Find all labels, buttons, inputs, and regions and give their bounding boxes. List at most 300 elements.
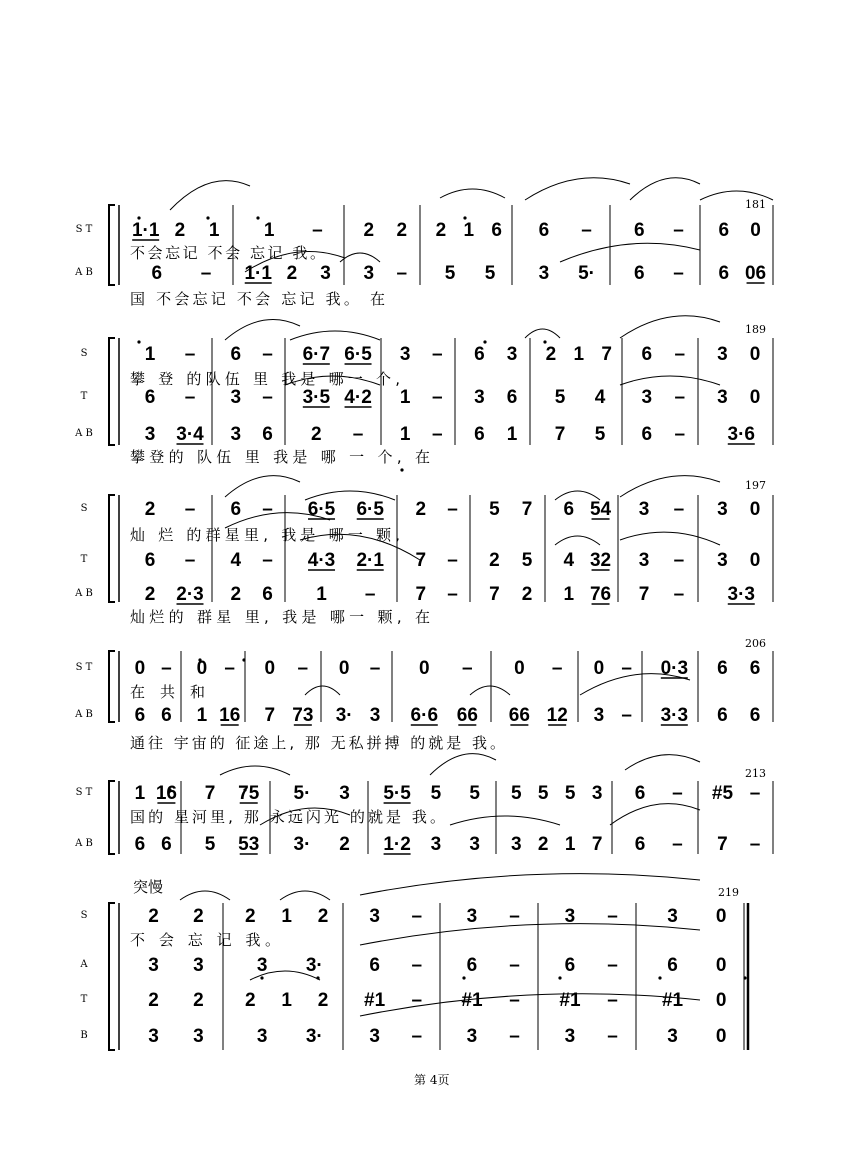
page-footer: 第 4页	[414, 1073, 450, 1087]
jianpu-note: –	[674, 387, 686, 408]
jianpu-note: 2	[435, 220, 447, 241]
jianpu-note: 4	[594, 387, 606, 408]
jianpu-note: 3·3	[660, 705, 689, 726]
slur	[220, 766, 290, 775]
octave-dot	[242, 658, 245, 661]
jianpu-note: 1	[281, 990, 292, 1011]
jianpu-note: –	[674, 344, 686, 365]
jianpu-note: –	[673, 550, 685, 571]
tempo-marking: 突慢	[133, 878, 164, 896]
jianpu-note: –	[607, 955, 618, 976]
octave-dot	[743, 976, 746, 979]
jianpu-note: 3	[369, 1026, 380, 1047]
jianpu-note: 0	[750, 220, 761, 241]
jianpu-note: 6	[749, 658, 761, 679]
jianpu-note: 6	[634, 834, 646, 855]
jianpu-note: 3	[474, 387, 485, 408]
slur	[610, 804, 700, 825]
jianpu-note: 2·1	[356, 550, 384, 571]
jianpu-note: 76	[589, 584, 612, 605]
jianpu-note: 6	[474, 424, 485, 445]
jianpu-note: 2·3	[176, 584, 204, 605]
jianpu-note: 6	[144, 387, 156, 408]
jianpu-note: 3·	[305, 1026, 323, 1047]
jianpu-note: 3	[466, 1026, 478, 1047]
jianpu-note: 3	[667, 1026, 678, 1047]
jianpu-note: 2	[244, 906, 256, 927]
octave-dot	[316, 976, 319, 979]
jianpu-note: 6	[634, 263, 645, 284]
jianpu-note: 66	[456, 705, 478, 726]
slur	[560, 243, 700, 262]
slur	[555, 536, 600, 545]
octave-dot	[256, 216, 259, 219]
jianpu-note: –	[509, 990, 520, 1011]
jianpu-note: #1	[461, 990, 483, 1011]
jianpu-note: 2	[144, 499, 156, 520]
jianpu-note: –	[262, 499, 273, 520]
jianpu-note: 5	[204, 834, 216, 855]
jianpu-note: 6	[538, 220, 550, 241]
voice-label: A B	[75, 267, 93, 278]
jianpu-note: 3	[148, 1026, 159, 1047]
jianpu-note: 0	[749, 499, 761, 520]
jianpu-note: 3	[256, 955, 268, 976]
jianpu-note: 73	[292, 705, 314, 726]
voice-label: A B	[75, 588, 93, 599]
jianpu-note: 2	[317, 990, 329, 1011]
jianpu-note: 5	[521, 550, 533, 571]
jianpu-note: 6	[151, 263, 163, 284]
jianpu-note: 3	[667, 906, 678, 927]
jianpu-note: 5	[554, 387, 566, 408]
jianpu-note: –	[262, 387, 273, 408]
jianpu-note: 6	[466, 955, 478, 976]
jianpu-note: 7	[638, 584, 650, 605]
jianpu-note: –	[312, 220, 323, 241]
voice-label: S T	[75, 662, 93, 673]
jianpu-note: 6	[717, 658, 728, 679]
jianpu-note: 6	[369, 955, 380, 976]
slur	[440, 189, 505, 198]
octave-dot	[558, 976, 561, 979]
jianpu-note: 3	[320, 263, 331, 284]
jianpu-note: 6·7	[302, 344, 331, 365]
jianpu-note: –	[184, 344, 196, 365]
jianpu-note: –	[447, 584, 458, 605]
jianpu-note: 6	[230, 344, 242, 365]
jianpu-note: 0·3	[660, 658, 689, 679]
jianpu-note: –	[607, 906, 618, 927]
jianpu-note: –	[352, 424, 364, 445]
jianpu-note: 3	[230, 387, 242, 408]
jianpu-note: 2	[148, 906, 159, 927]
jianpu-note: 4	[230, 550, 242, 571]
voice-label: T	[80, 391, 88, 402]
jianpu-note: 1	[208, 220, 220, 241]
jianpu-note: 3·	[305, 955, 323, 976]
lyric-line: 国的 星河里, 那 永远闪光 的就是 我。	[130, 808, 445, 826]
octave-dot	[658, 976, 661, 979]
voice-label: A B	[75, 709, 93, 720]
jianpu-note: 1	[281, 906, 292, 927]
jianpu-note: 6	[563, 499, 575, 520]
jianpu-note: –	[184, 387, 196, 408]
jianpu-note: 1	[573, 344, 585, 365]
jianpu-note: 7	[601, 344, 612, 365]
jianpu-note: 4	[563, 550, 575, 571]
jianpu-note: –	[447, 499, 458, 520]
jianpu-note: –	[411, 1026, 423, 1047]
measure-number-213: 213	[745, 767, 766, 780]
jianpu-note: –	[262, 550, 273, 571]
jianpu-note: 5	[537, 783, 549, 804]
slur	[225, 476, 300, 497]
jianpu-note: 3	[230, 424, 242, 445]
jianpu-note: 4·2	[344, 387, 372, 408]
jianpu-note: 3·	[335, 705, 353, 726]
jianpu-note: 2	[317, 906, 329, 927]
jianpu-note: 3	[399, 344, 411, 365]
lyric-line: 灿 烂 的群星里, 我是 哪一 颗,	[130, 526, 400, 544]
jianpu-note: –	[184, 550, 196, 571]
jianpu-note: 2	[230, 584, 242, 605]
jianpu-note: 2	[396, 220, 408, 241]
jianpu-note: 3	[363, 263, 375, 284]
jianpu-note: 6	[134, 834, 146, 855]
jianpu-note: 1	[196, 705, 208, 726]
jianpu-note: 3	[466, 906, 478, 927]
slur	[620, 532, 720, 545]
slur	[180, 891, 230, 900]
jianpu-note: 3	[148, 955, 159, 976]
jianpu-note: 6	[634, 783, 646, 804]
jianpu-note: 2	[363, 220, 375, 241]
jianpu-note: 1	[316, 584, 327, 605]
measure-number-219: 219	[718, 886, 739, 899]
jianpu-note: 5·5	[383, 783, 411, 804]
jianpu-note: –	[411, 990, 423, 1011]
jianpu-note: –	[297, 658, 309, 679]
score-text	[74, 220, 766, 1047]
jianpu-note: 3	[256, 1026, 268, 1047]
slur	[340, 253, 380, 262]
jianpu-note: 16	[155, 783, 177, 804]
jianpu-note: 7	[554, 424, 566, 445]
jianpu-note: 3	[638, 550, 650, 571]
system-bracket	[109, 495, 115, 602]
jianpu-note: 2	[193, 990, 204, 1011]
system-bracket	[109, 903, 115, 1050]
jianpu-note: 32	[589, 550, 612, 571]
slur	[620, 376, 720, 385]
jianpu-note: 3	[339, 783, 350, 804]
octave-dot	[260, 976, 263, 979]
jianpu-note: 4·3	[307, 550, 336, 571]
jianpu-note: 1	[144, 344, 156, 365]
jianpu-note: 2	[144, 584, 156, 605]
voice-label: A	[80, 959, 88, 970]
jianpu-note: 3	[369, 705, 381, 726]
jianpu-note: –	[184, 499, 196, 520]
jianpu-note: 6·5	[344, 344, 372, 365]
jianpu-note: 5	[489, 499, 500, 520]
jianpu-note: 75	[238, 783, 260, 804]
jianpu-note: 3	[593, 705, 605, 726]
octave-dots	[134, 216, 746, 979]
jianpu-note: #1	[559, 990, 581, 1011]
jianpu-note: 5	[430, 783, 442, 804]
jianpu-note: –	[200, 263, 212, 284]
jianpu-note: 16	[219, 705, 241, 726]
slur	[620, 316, 720, 338]
jianpu-note: 3	[564, 906, 576, 927]
jianpu-note: 3	[564, 1026, 576, 1047]
jianpu-note: 2	[174, 220, 186, 241]
jianpu-note: –	[432, 424, 443, 445]
jianpu-note: 6	[491, 220, 502, 241]
jianpu-note: 7	[415, 584, 427, 605]
jianpu-note: 3	[638, 499, 650, 520]
octave-dot	[462, 976, 465, 979]
jianpu-note: –	[672, 783, 683, 804]
voice-label: T	[80, 994, 88, 1005]
jianpu-note: 5	[594, 424, 606, 445]
jianpu-note: 3	[369, 906, 380, 927]
jianpu-note: –	[432, 387, 443, 408]
jianpu-note: #1	[364, 990, 386, 1011]
measure-number-181: 181	[745, 198, 766, 211]
jianpu-note: 7	[204, 783, 216, 804]
voice-label: A B	[75, 428, 93, 439]
jianpu-note: 2	[521, 584, 533, 605]
jianpu-note: 6	[641, 424, 653, 445]
jianpu-note: 7	[264, 705, 276, 726]
jianpu-note: 3·5	[302, 387, 331, 408]
jianpu-note: 6	[262, 584, 273, 605]
lyric-line: 灿烂的 群星 里, 我是 哪一 颗, 在	[130, 608, 430, 626]
slur	[430, 754, 496, 775]
jianpu-note: –	[672, 834, 683, 855]
jianpu-note: 7	[489, 584, 500, 605]
jianpu-note: 3·	[293, 834, 311, 855]
lyric-line: 在 共 和	[130, 683, 205, 701]
jianpu-note: 6	[144, 550, 156, 571]
lyric-line: 国 不会忘记 不会 忘记 我。 在	[130, 290, 385, 308]
voice-label: T	[80, 554, 88, 565]
voice-label: S T	[75, 224, 93, 235]
jianpu-note: 7	[717, 834, 728, 855]
jianpu-note: 0	[514, 658, 525, 679]
jianpu-note: 6	[230, 499, 242, 520]
voice-label: A B	[75, 838, 93, 849]
jianpu-note: 0	[593, 658, 605, 679]
jianpu-note: –	[509, 906, 520, 927]
slur	[290, 331, 380, 340]
jianpu-note: 2	[339, 834, 350, 855]
jianpu-note: 6	[717, 705, 728, 726]
jianpu-note: 5	[469, 783, 480, 804]
jianpu-note: 6	[749, 705, 761, 726]
system-brackets	[109, 205, 115, 1050]
jianpu-note: #5	[711, 783, 734, 804]
jianpu-note: 5	[444, 263, 456, 284]
jianpu-note: –	[673, 499, 685, 520]
slur	[170, 181, 250, 210]
slur	[630, 178, 700, 200]
jianpu-note: 2	[286, 263, 298, 284]
lyric-line: 攀 登 的队伍 里 我是 哪一 个,	[130, 370, 400, 388]
jianpu-note: 0	[134, 658, 146, 679]
jianpu-note: 0	[715, 990, 727, 1011]
system-bracket	[109, 651, 115, 722]
octave-dot	[137, 340, 140, 343]
jianpu-note: –	[262, 344, 273, 365]
measure-number-189: 189	[745, 323, 766, 336]
jianpu-note: –	[607, 990, 618, 1011]
jianpu-note: 3	[641, 387, 653, 408]
lyric-line: 不会忘记 不会 忘记 我。	[130, 244, 325, 262]
jianpu-note: 5	[510, 783, 522, 804]
jianpu-note: 7	[415, 550, 427, 571]
slur	[470, 686, 510, 695]
jianpu-note: #1	[661, 990, 684, 1011]
jianpu-note: 6·6	[410, 705, 439, 726]
jianpu-note: –	[621, 705, 632, 726]
jianpu-note: 06	[744, 263, 767, 284]
jianpu-note: –	[749, 834, 761, 855]
jianpu-note: 3	[717, 387, 728, 408]
jianpu-note: 3	[193, 955, 204, 976]
voice-label: S T	[75, 787, 93, 798]
jianpu-note: 6	[718, 263, 730, 284]
jianpu-note: 7	[521, 499, 533, 520]
jianpu-note: 6	[667, 955, 678, 976]
jianpu-note: 12	[546, 705, 568, 726]
jianpu-note: 6	[564, 955, 576, 976]
jianpu-note: 1	[506, 424, 518, 445]
underlines	[132, 240, 767, 854]
jianpu-note: 2	[415, 499, 427, 520]
jianpu-note: 6	[634, 220, 645, 241]
jianpu-note: 6·5	[307, 499, 336, 520]
jianpu-note: 0	[749, 550, 761, 571]
jianpu-note: 1·1	[244, 263, 272, 284]
voice-label: B	[80, 1030, 88, 1041]
jianpu-note: –	[462, 658, 473, 679]
jianpu-note: 0	[715, 906, 727, 927]
jianpu-note: 1	[563, 584, 575, 605]
voice-label: S	[80, 910, 88, 921]
jianpu-note: –	[673, 263, 684, 284]
jianpu-note: 1	[399, 424, 411, 445]
jianpu-note: 5·	[578, 263, 596, 284]
jianpu-note: –	[396, 263, 408, 284]
jianpu-note: 3	[510, 834, 522, 855]
jianpu-note: 3	[717, 499, 728, 520]
jianpu-note: –	[551, 658, 563, 679]
jianpu-note: 53	[238, 834, 260, 855]
jianpu-note: 0	[715, 955, 727, 976]
jianpu-note: 1	[134, 783, 146, 804]
jianpu-note: –	[749, 783, 761, 804]
jianpu-note: 6	[718, 220, 730, 241]
jianpu-note: 0	[749, 344, 761, 365]
jianpu-note: 1	[399, 387, 411, 408]
jianpu-note: –	[674, 424, 686, 445]
system-bracket	[109, 205, 115, 285]
jianpu-note: 6	[506, 387, 518, 408]
jianpu-note: 0	[196, 658, 208, 679]
jianpu-note: –	[447, 550, 458, 571]
jianpu-note: –	[411, 906, 423, 927]
jianpu-note: –	[621, 658, 632, 679]
slur	[620, 476, 720, 497]
jianpu-note: 3	[469, 834, 480, 855]
slur	[305, 686, 340, 695]
jianpu-note: 6	[641, 344, 653, 365]
jianpu-note: 2	[489, 550, 500, 571]
jianpu-note: 3	[430, 834, 442, 855]
jianpu-note: 2	[244, 990, 256, 1011]
measure-number-206: 206	[745, 637, 766, 650]
slur	[280, 891, 330, 900]
jianpu-note: 2	[311, 424, 322, 445]
jianpu-note: 0	[264, 658, 276, 679]
jianpu-note: 6	[134, 705, 146, 726]
jianpu-note: 3	[717, 550, 728, 571]
jianpu-note: 2	[545, 344, 557, 365]
jianpu-note: 5	[564, 783, 576, 804]
voice-label: S	[80, 348, 88, 359]
jianpu-note: 3	[591, 783, 603, 804]
jianpu-note: 0	[749, 387, 761, 408]
jianpu-note: 0	[338, 658, 350, 679]
jianpu-note: –	[509, 1026, 520, 1047]
jianpu-note: –	[369, 658, 381, 679]
jianpu-note: 6	[161, 834, 172, 855]
jianpu-note: 3	[506, 344, 518, 365]
lyric-line: 不 会 忘 记 我。	[130, 931, 280, 949]
jianpu-note: 1·2	[383, 834, 411, 855]
jianpu-note: –	[161, 658, 172, 679]
jianpu-note: 1	[463, 220, 475, 241]
slur	[525, 329, 560, 338]
jianpu-note: –	[673, 220, 684, 241]
slur	[625, 755, 700, 770]
jianpu-note: 6·5	[356, 499, 384, 520]
jianpu-note: 6	[474, 344, 485, 365]
slur	[225, 320, 300, 340]
system-bracket	[109, 781, 115, 854]
jianpu-note: 1	[263, 220, 275, 241]
jianpu-note: 2	[193, 906, 204, 927]
jianpu-note: 2	[148, 990, 159, 1011]
jianpu-note: 5	[484, 263, 496, 284]
jianpu-note: 1	[564, 834, 576, 855]
jianpu-note: 6	[262, 424, 273, 445]
measure-number-197: 197	[745, 479, 766, 492]
jianpu-note: 3	[193, 1026, 204, 1047]
jianpu-note: 3	[538, 263, 550, 284]
jianpu-note: 7	[591, 834, 603, 855]
jianpu-note: 6	[161, 705, 172, 726]
jianpu-note: –	[432, 344, 443, 365]
lyric-line: 通往 宇宙的 征途上, 那 无私拼搏 的就是 我。	[130, 734, 505, 752]
jianpu-note: 0	[715, 1026, 727, 1047]
jianpu-note: 0	[418, 658, 430, 679]
jianpu-note: –	[224, 658, 235, 679]
